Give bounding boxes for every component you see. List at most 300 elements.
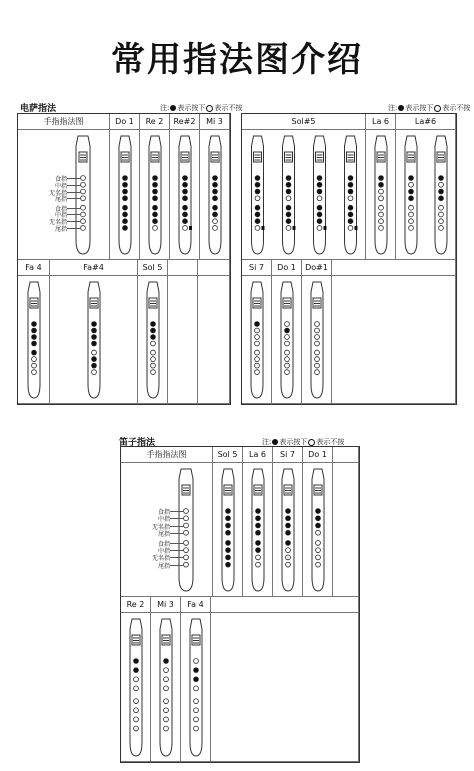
hole-open [255,350,260,355]
fingering-cell [121,597,151,762]
fingering-cell [242,260,272,404]
leader-line [67,192,81,193]
note-label [333,447,358,463]
hole-open [184,516,189,521]
finger-label: 无名指 [151,555,170,563]
hole-pressed [153,212,158,217]
hole-pressed [164,659,169,664]
hole-open [194,708,199,713]
leader-line [170,543,184,544]
hole-open [194,726,199,731]
hole-open [134,699,139,704]
note-label: Sol 5 [213,447,242,463]
flute-diagram [273,463,303,595]
hole-pressed [123,212,128,217]
hole-pressed [32,341,37,346]
hole-pressed [256,516,261,521]
hole-pressed [183,212,188,217]
leader-line [170,518,184,519]
hole-open [164,717,169,722]
hole-pressed [213,182,218,187]
hole-open [134,726,139,731]
hole-open [439,212,444,217]
hole-open [315,328,320,333]
flute-diagram [272,276,302,402]
hand-diagram-cell [18,114,110,260]
hole-pressed [317,212,322,217]
note-label [332,260,455,276]
hole-open [316,555,321,560]
finger-label: 无名指 [48,219,67,227]
hole-open [81,226,86,231]
hole-open [285,350,290,355]
note-label: Fa#4 [50,260,137,276]
hole-pressed [226,509,231,514]
hole-pressed [286,219,291,224]
hole-pressed [255,176,260,181]
finger-label: 食指 [54,176,67,183]
hole-pressed [255,205,260,210]
hand-diagram-label: 手指指法图 [121,447,212,463]
flute-diagram [335,130,366,258]
note-label: Sol 5 [138,260,167,276]
hole-pressed [151,335,156,340]
hole-pressed [183,182,188,187]
fingering-grid-flute [120,446,360,763]
hole-pressed [123,182,128,187]
hole-pressed [213,205,218,210]
hole-pressed [194,668,199,673]
hole-pressed [32,322,37,327]
note-label: Do#1 [302,260,331,276]
hole-pressed [317,219,322,224]
hole-pressed [153,205,158,210]
hole-open [285,370,290,375]
hole-open [315,370,320,375]
hole-open [81,212,86,217]
finger-label: 尾指 [54,196,67,204]
note-label: Sol#5 [242,114,365,130]
leader-line [67,214,81,215]
hole-pressed [92,357,97,362]
finger-label: 中指 [157,548,170,556]
flute-diagram [273,130,304,258]
hole-open [183,226,188,231]
hole-pressed [151,328,156,333]
section-title-flute: 笛子指法 [119,438,156,448]
hole-pressed [439,176,444,181]
finger-label: 无名指 [48,189,67,197]
hole-open [379,212,384,217]
finger-label: 中指 [54,182,67,190]
note-label: Si 7 [273,447,302,463]
hole-open [255,370,260,375]
hole-open [151,341,156,346]
hole-open [255,335,260,340]
hole-pressed [348,182,353,187]
hole-pressed [226,530,231,535]
hole-open [184,562,189,567]
hole-pressed [439,196,444,201]
fingering-cell [168,260,198,404]
hole-open [213,219,218,224]
hole-open [134,717,139,722]
hole-pressed [317,205,322,210]
leader-line [170,565,184,566]
fingering-cell [50,260,138,404]
fingering-cell [213,447,243,597]
hole-open [379,226,384,231]
fingering-cell [170,114,200,260]
hole-open [315,350,320,355]
hole-open [316,548,321,553]
hole-open [315,341,320,346]
hole-pressed [286,509,291,514]
hole-pressed [348,176,353,181]
hole-open [184,509,189,514]
hole-pressed [348,212,353,217]
fingering-cell [151,597,181,762]
finger-label: 食指 [54,205,67,213]
hole-open [439,182,444,187]
hole-pressed [255,182,260,187]
hole-open [194,686,199,691]
hole-pressed [123,176,128,181]
flute-diagram [18,276,50,402]
fingering-grid-sax-2 [241,113,457,405]
hole-open [164,668,169,673]
finger-label: 食指 [157,509,170,516]
flute-diagram [50,276,138,402]
hole-pressed [286,182,291,187]
key-pressed [293,226,296,230]
hole-open [409,205,414,210]
hole-pressed [317,189,322,194]
note-label [198,260,229,276]
filled-hole-icon [272,439,278,445]
flute-diagram [243,463,273,595]
fingering-cell [198,260,230,404]
hole-pressed [226,548,231,553]
note-label: Do 1 [110,114,139,130]
hole-open [315,357,320,362]
hole-pressed [317,176,322,181]
note-label: Fa 4 [181,597,210,613]
hole-open [134,686,139,691]
hole-open [81,176,86,181]
flute-diagram [396,130,426,258]
hole-pressed [194,677,199,682]
hole-open [164,699,169,704]
hole-pressed [256,530,261,535]
hole-open [409,182,414,187]
leader-line [67,198,81,199]
hole-open [316,562,321,567]
flute-diagram [175,463,197,595]
hole-open [315,322,320,327]
hole-pressed [213,212,218,217]
hole-open [81,205,86,210]
flute-diagram [121,613,151,760]
flute-diagram [242,130,273,258]
hole-open [81,196,86,201]
hole-open [409,226,414,231]
fingering-cell [181,597,211,762]
fingering-cell [302,260,332,404]
flute-diagram [181,613,211,760]
note-label [168,260,197,276]
hole-pressed [379,176,384,181]
hole-pressed [123,219,128,224]
hole-open [92,370,97,375]
note-label: Do 1 [303,447,332,463]
note-label: Re 2 [140,114,169,130]
hole-open [32,370,37,375]
hole-open [348,226,353,231]
hole-pressed [256,523,261,528]
hand-diagram-cell [121,447,213,597]
hole-open [379,196,384,201]
hole-pressed [92,363,97,368]
hole-open [153,226,158,231]
leader-line [67,208,81,209]
hole-pressed [286,189,291,194]
leader-line [67,178,81,179]
leader-line [67,228,81,229]
fingering-cell [242,114,366,260]
hole-pressed [183,189,188,194]
legend-note-3: 注: 表示按下 表示不按 [262,438,345,446]
legend-note-1: 注: 表示按下 表示不按 [160,104,243,112]
hole-open [255,363,260,368]
hole-open [409,212,414,217]
finger-label: 尾指 [157,530,170,538]
hole-pressed [317,182,322,187]
hole-open [286,548,291,553]
hole-open [285,335,290,340]
hole-pressed [123,226,128,231]
open-hole-icon [206,105,213,112]
hole-open [164,677,169,682]
flute-diagram [242,276,272,402]
flute-diagram [304,130,335,258]
hole-open [316,541,321,546]
hole-pressed [348,205,353,210]
hole-open [379,205,384,210]
hole-pressed [286,212,291,217]
hole-open [316,530,321,535]
hole-pressed [286,530,291,535]
hole-pressed [226,562,231,567]
hole-open [184,548,189,553]
hole-pressed [226,516,231,521]
key-pressed [355,226,358,230]
hole-pressed [183,176,188,181]
fingering-cell [110,114,140,260]
hole-pressed [409,189,414,194]
hole-pressed [256,509,261,514]
hole-pressed [409,176,414,181]
fingering-cell [333,447,359,597]
hole-open [286,555,291,560]
fingering-cell [211,597,359,762]
flute-diagram [170,130,200,258]
flute-diagram [140,130,170,258]
fingering-cell [243,447,273,597]
hole-pressed [255,189,260,194]
hole-open [32,357,37,362]
finger-label: 无名指 [151,523,170,531]
hole-pressed [285,328,290,333]
leader-line [170,550,184,551]
hole-pressed [32,335,37,340]
hole-pressed [92,335,97,340]
hole-open [285,357,290,362]
flute-diagram [200,130,230,258]
hole-pressed [255,219,260,224]
leader-line [170,511,184,512]
hole-pressed [348,189,353,194]
flute-diagram [151,613,181,760]
hole-open [255,196,260,201]
fingering-cell [140,114,170,260]
hole-pressed [153,189,158,194]
hole-pressed [92,322,97,327]
flute-diagram [138,276,168,402]
fingering-cell [273,447,303,597]
hole-open [184,541,189,546]
key-pressed [262,226,265,230]
flute-diagram [72,130,94,258]
hole-open [317,226,322,231]
hole-pressed [151,322,156,327]
hole-open [256,562,261,567]
hole-open [92,350,97,355]
fingering-cell [272,260,302,404]
hole-open [439,226,444,231]
note-label: La 6 [243,447,272,463]
hole-pressed [32,328,37,333]
hole-pressed [256,548,261,553]
note-label [211,597,358,613]
hole-open [134,708,139,713]
hole-pressed [92,328,97,333]
hole-open [151,357,156,362]
leader-line [170,533,184,534]
hole-open [285,363,290,368]
hole-open [286,562,291,567]
page-title: 常用指法图介绍 [111,40,363,80]
hole-open [194,699,199,704]
filled-hole-icon [398,105,404,111]
hole-pressed [153,219,158,224]
hole-pressed [316,516,321,521]
leader-line [67,185,81,186]
fingering-cell [366,114,396,260]
finger-label: 尾指 [157,562,170,570]
hole-open [81,189,86,194]
hole-open [81,219,86,224]
hand-diagram-label: 手指指法图 [18,114,109,130]
hole-pressed [286,516,291,521]
note-label: Mi 3 [200,114,229,130]
key-pressed [324,226,327,230]
leader-line [170,557,184,558]
hole-pressed [213,176,218,181]
hole-pressed [316,523,321,528]
hole-open [213,226,218,231]
hole-pressed [183,219,188,224]
legend-note-2: 注: 表示按下 表示不按 [388,104,471,112]
hole-pressed [316,509,321,514]
leader-line [67,221,81,222]
fingering-cell [200,114,230,260]
hole-pressed [123,189,128,194]
hole-pressed [134,659,139,664]
hole-open [348,196,353,201]
fingering-cell [332,260,456,404]
hole-pressed [153,182,158,187]
filled-hole-icon [170,105,176,111]
hole-open [164,686,169,691]
hole-open [285,322,290,327]
note-label: Re 2 [121,597,150,613]
hole-open [286,226,291,231]
hole-pressed [286,205,291,210]
hole-pressed [348,219,353,224]
hole-open [256,555,261,560]
finger-label: 尾指 [54,225,67,233]
note-label: Si 7 [242,260,271,276]
hole-pressed [213,196,218,201]
hole-open [194,659,199,664]
hole-open [184,530,189,535]
hole-open [134,677,139,682]
hole-pressed [123,205,128,210]
hole-open [255,357,260,362]
hole-open [285,341,290,346]
hole-pressed [226,555,231,560]
flute-diagram [302,276,332,402]
note-label: Re#2 [170,114,199,130]
hole-pressed [92,341,97,346]
fingering-cell [396,114,456,260]
fingering-cell [303,447,333,597]
hole-open [255,328,260,333]
finger-label: 中指 [157,516,170,524]
hole-open [151,363,156,368]
flute-diagram [366,130,396,258]
hole-pressed [256,541,261,546]
fingering-grid-sax-1 [17,113,231,405]
hole-open [151,350,156,355]
hole-open [315,363,320,368]
note-label: La#6 [396,114,455,130]
hole-pressed [255,212,260,217]
hole-pressed [123,196,128,201]
hole-open [255,226,260,231]
flute-diagram [303,463,333,595]
hole-pressed [213,189,218,194]
hole-open [164,726,169,731]
hole-open [409,219,414,224]
finger-label: 食指 [157,540,170,548]
hole-pressed [226,523,231,528]
hole-open [315,335,320,340]
hole-pressed [183,205,188,210]
finger-label: 中指 [54,212,67,220]
hole-pressed [439,189,444,194]
